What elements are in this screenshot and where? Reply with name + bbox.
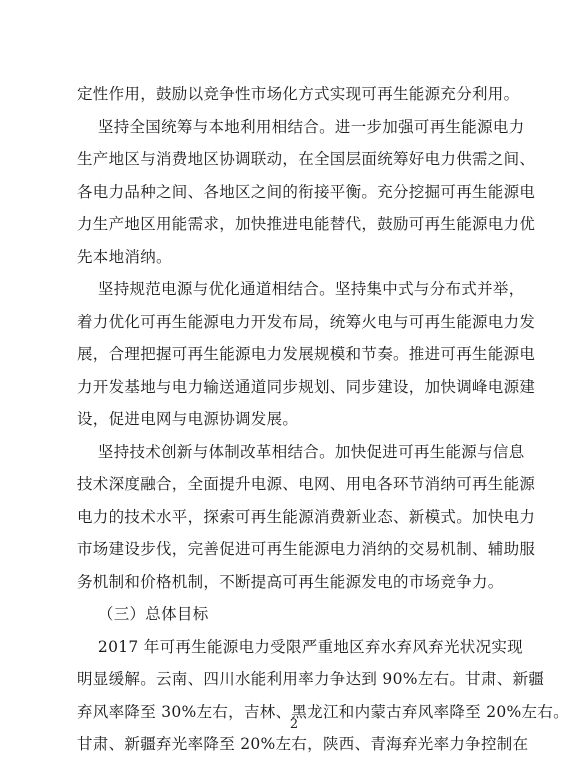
text-line: 着力优化可再生能源电力开发布局，统筹火电与可再生能源电力发	[77, 312, 536, 331]
text-line: 定性作用，鼓励以竞争性市场化方式实现可再生能源充分利用。	[77, 85, 520, 103]
text-line: 坚持技术创新与体制改革相结合。加快促进可再生能源与信息	[77, 442, 525, 461]
text-line: 坚持规范电源与优化通道相结合。坚持集中式与分布式并举，	[77, 280, 525, 298]
text-line: 各电力品种之间、各地区之间的衔接平衡。充分挖掘可再生能源电	[77, 182, 536, 201]
text-line: 生产地区与消费地区协调联动，在全国层面统筹好电力供需之间、	[77, 150, 536, 168]
text-line: 2017 年可再生能源电力受限严重地区弃水弃风弃光状况实现	[77, 637, 523, 656]
text-line: 展，合理把握可再生能源电力发展规模和节奏。推进可再生能源电	[77, 345, 536, 363]
text-line: 明显缓解。云南、四川水能利用率力争达到 90%左右。甘肃、新疆	[77, 670, 545, 688]
text-line: 甘肃、新疆弃光率降至 20%左右，陕西、青海弃光率力争控制在	[77, 735, 529, 753]
text-line: 务机制和价格机制，不断提高可再生能源发电的市场竞争力。	[77, 572, 504, 591]
text-line: 电力的技术水平，探索可再生能源消费新业态、新模式。加快电力	[77, 507, 536, 526]
text-line: 弃风率降至 30%左右，吉林、黑龙江和内蒙古弃风率降至 20%左右。	[77, 702, 569, 721]
text-line: 先本地消纳。	[77, 247, 172, 266]
section-heading: （三）总体目标	[77, 605, 209, 623]
text-line: 力开发基地与电力输送通道同步规划、同步建设，加快调峰电源建	[77, 377, 536, 396]
text-line: 市场建设步伐，完善促进可再生能源电力消纳的交易机制、辅助服	[77, 540, 536, 558]
body-text	[77, 78, 569, 761]
page-number: 2	[289, 717, 299, 732]
text-line: 坚持全国统筹与本地利用相结合。进一步加强可再生能源电力	[77, 117, 525, 136]
text-line: 技术深度融合，全面提升电源、电网、用电各环节消纳可再生能源	[77, 475, 536, 493]
text-line: 力生产地区用能需求，加快推进电能替代，鼓励可再生能源电力优	[77, 215, 536, 233]
text-line: 设，促进电网与电源协调发展。	[77, 410, 299, 428]
